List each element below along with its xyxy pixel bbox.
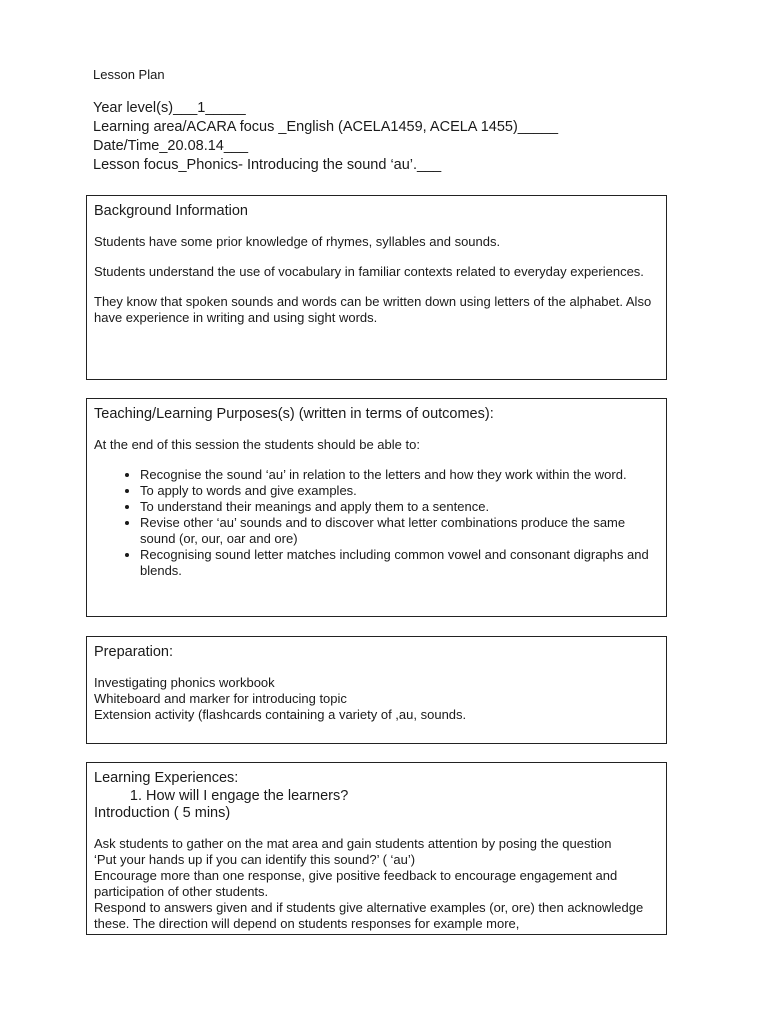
- learning-area-label: Learning area/ACARA focus: [93, 119, 275, 135]
- section-heading: Teaching/Learning Purposes(s) (written in terms of outcomes):: [94, 406, 494, 422]
- lesson-focus-row: [93, 156, 558, 175]
- document-title: Lesson Plan: [93, 67, 165, 82]
- outcomes-list: [94, 467, 659, 579]
- paragraph: At the end of this session the students should be able to:: [94, 437, 420, 452]
- section-heading: Background Information: [94, 203, 248, 219]
- paragraph: Students have some prior knowledge of rhymes, syllables and sounds.: [94, 234, 501, 249]
- paragraph: Encourage more than one response, give positive feedback to encourage engagement and participation of other students.: [94, 868, 618, 899]
- date-time-value: _20.08.14___: [159, 138, 249, 154]
- date-time-row: [93, 137, 558, 156]
- paragraph: Students understand the use of vocabulary in familiar contexts related to everyday experiences.: [94, 264, 644, 279]
- list-item: • To understand their meanings and apply them to a sentence.: [140, 499, 659, 515]
- learning-area-row: [93, 118, 558, 137]
- paragraph: Respond to answers given and if students give alternative examples (or, ore) then acknowledge these. The direction will depend on students responses for example more,: [94, 900, 644, 931]
- list-item: 1. How will I engage the learners?: [146, 788, 659, 805]
- preparation-item: Whiteboard and marker for introducing topic: [94, 691, 347, 706]
- preparation-item: Extension activity (flashcards containing a variety of ,au, sounds.: [94, 707, 467, 722]
- learning-experiences-section: [86, 762, 667, 935]
- list-item: • Recognising sound letter matches including common vowel and consonant digraphs and blends.: [140, 547, 659, 579]
- learning-purposes-section: [86, 398, 667, 617]
- section-heading: Learning Experiences:: [94, 770, 239, 786]
- year-level-value: ___1_____: [173, 100, 246, 116]
- list-item: • Recognise the sound ‘au’ in relation to the letters and how they work within the word.: [140, 467, 659, 483]
- background-information-section: [86, 195, 667, 380]
- lesson-focus-value: _Phonics- Introducing the sound ‘au’.___: [178, 157, 442, 173]
- learning-area-value: _English (ACELA1459, ACELA 1455)_____: [274, 119, 559, 135]
- list-item: • Revise other ‘au’ sounds and to discover what letter combinations produce the same sound (or, our, oar and ore): [140, 515, 659, 547]
- lesson-focus-label: Lesson focus: [93, 157, 179, 173]
- list-item: • To apply to words and give examples.: [140, 483, 659, 499]
- section-heading: Preparation:: [94, 644, 173, 660]
- year-level-label: Year level(s): [93, 100, 174, 116]
- introduction-title: Introduction ( 5 mins): [94, 805, 231, 821]
- paragraph: They know that spoken sounds and words can be written down using letters of the alphabet. Also have experience in writing and using sight words.: [94, 294, 652, 325]
- preparation-section: [86, 636, 667, 744]
- date-time-label: Date/Time: [93, 138, 160, 154]
- question-list: [94, 788, 659, 805]
- paragraph: Ask students to gather on the mat area and gain students attention by posing the question: [94, 836, 612, 851]
- year-level-row: [93, 99, 558, 118]
- lesson-metadata: [93, 99, 558, 175]
- preparation-item: Investigating phonics workbook: [94, 675, 275, 690]
- paragraph: ‘Put your hands up if you can identify this sound?’ ( ‘au’): [94, 852, 416, 867]
